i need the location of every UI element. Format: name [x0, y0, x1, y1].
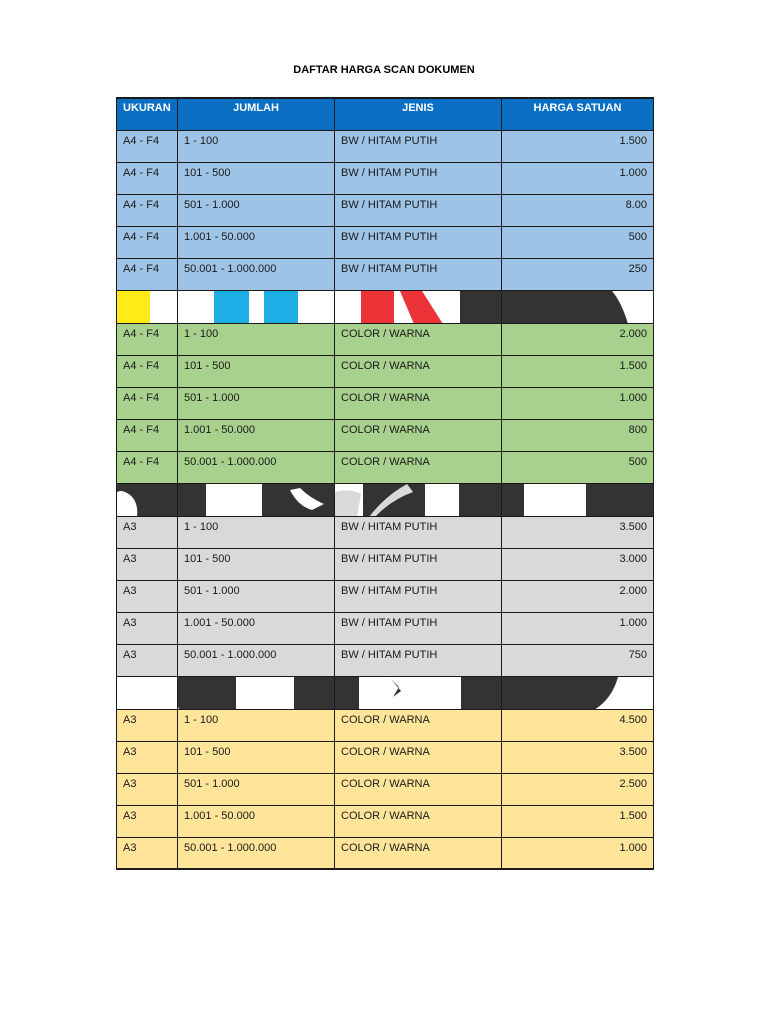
- table-row: [117, 516, 654, 548]
- cell-jenis: BW / HITAM PUTIH: [335, 162, 502, 194]
- table-row: [117, 612, 654, 644]
- table-row: [117, 323, 654, 355]
- separator-cell: [335, 290, 502, 323]
- cell-ukuran: A3: [117, 644, 178, 676]
- cell-jenis: COLOR / WARNA: [335, 323, 502, 355]
- cell-jenis: COLOR / WARNA: [335, 773, 502, 805]
- cell-jenis: BW / HITAM PUTIH: [335, 226, 502, 258]
- table-row: [117, 258, 654, 290]
- cell-ukuran: A4 - F4: [117, 226, 178, 258]
- column-header-jumlah: JUMLAH: [178, 98, 335, 130]
- cell-jumlah: 501 - 1.000: [178, 387, 335, 419]
- cell-ukuran: A3: [117, 548, 178, 580]
- cell-harga: 3.500: [502, 741, 654, 773]
- cell-jumlah: 501 - 1.000: [178, 580, 335, 612]
- cell-jumlah: 1 - 100: [178, 323, 335, 355]
- separator-cell: [502, 483, 654, 516]
- table-row: [117, 387, 654, 419]
- cyan-swatch: [264, 291, 298, 323]
- cell-jenis: COLOR / WARNA: [335, 805, 502, 837]
- table-row: [117, 130, 654, 162]
- separator-cell: [178, 290, 335, 323]
- cell-harga: 3.500: [502, 516, 654, 548]
- cell-jumlah: 1 - 100: [178, 130, 335, 162]
- cell-ukuran: A3: [117, 837, 178, 869]
- cell-harga: 750: [502, 644, 654, 676]
- cell-jumlah: 1.001 - 50.000: [178, 419, 335, 451]
- cell-jenis: COLOR / WARNA: [335, 355, 502, 387]
- cell-ukuran: A4 - F4: [117, 162, 178, 194]
- cell-jumlah: 50.001 - 1.000.000: [178, 451, 335, 483]
- cell-jenis: BW / HITAM PUTIH: [335, 548, 502, 580]
- cell-jumlah: 501 - 1.000: [178, 773, 335, 805]
- cell-harga: 1.500: [502, 805, 654, 837]
- cell-ukuran: A4 - F4: [117, 323, 178, 355]
- table-row: [117, 741, 654, 773]
- black-shape: [117, 484, 178, 517]
- table-row: [117, 548, 654, 580]
- black-shape: [502, 291, 654, 324]
- cell-jenis: COLOR / WARNA: [335, 741, 502, 773]
- cell-jenis: BW / HITAM PUTIH: [335, 258, 502, 290]
- cell-jumlah: 1.001 - 50.000: [178, 226, 335, 258]
- table-row: [117, 419, 654, 451]
- table-row: [117, 162, 654, 194]
- column-header-harga-satuan: HARGA SATUAN: [502, 98, 654, 130]
- cell-ukuran: A4 - F4: [117, 130, 178, 162]
- cell-jumlah: 101 - 500: [178, 548, 335, 580]
- cell-jumlah: 50.001 - 1.000.000: [178, 258, 335, 290]
- cell-jenis: BW / HITAM PUTIH: [335, 612, 502, 644]
- separator-cell: [117, 483, 178, 516]
- column-header-jenis: JENIS: [335, 98, 502, 130]
- cell-jenis: COLOR / WARNA: [335, 387, 502, 419]
- cell-jenis: BW / HITAM PUTIH: [335, 130, 502, 162]
- document-title: DAFTAR HARGA SCAN DOKUMEN: [293, 64, 475, 76]
- black-shape: [335, 677, 502, 710]
- separator-row: [117, 483, 654, 516]
- cell-jenis: COLOR / WARNA: [335, 451, 502, 483]
- table-header-row: [117, 98, 654, 130]
- separator-cell: [178, 483, 335, 516]
- cell-ukuran: A4 - F4: [117, 194, 178, 226]
- table-row: [117, 226, 654, 258]
- cell-jenis: BW / HITAM PUTIH: [335, 194, 502, 226]
- table-row: [117, 194, 654, 226]
- cell-ukuran: A4 - F4: [117, 451, 178, 483]
- cell-ukuran: A4 - F4: [117, 387, 178, 419]
- separator-cell: [117, 290, 178, 323]
- yellow-swatch: [117, 291, 150, 323]
- cell-jumlah: 50.001 - 1.000.000: [178, 644, 335, 676]
- cell-jenis: COLOR / WARNA: [335, 709, 502, 741]
- table-row: [117, 837, 654, 869]
- cell-ukuran: A4 - F4: [117, 419, 178, 451]
- black-shape: [335, 484, 502, 517]
- cell-harga: 250: [502, 258, 654, 290]
- cell-jenis: COLOR / WARNA: [335, 419, 502, 451]
- cell-jumlah: 101 - 500: [178, 162, 335, 194]
- table-row: [117, 451, 654, 483]
- cell-jenis: BW / HITAM PUTIH: [335, 580, 502, 612]
- separator-row: [117, 290, 654, 323]
- cell-jumlah: 1 - 100: [178, 516, 335, 548]
- cell-ukuran: A3: [117, 516, 178, 548]
- table-row: [117, 805, 654, 837]
- cell-harga: 1.500: [502, 355, 654, 387]
- black-shape: [178, 484, 335, 517]
- column-header-ukuran: UKURAN: [117, 98, 178, 130]
- black-shape: [502, 677, 654, 710]
- cell-harga: 2.000: [502, 580, 654, 612]
- cell-jumlah: 101 - 500: [178, 355, 335, 387]
- cell-harga: 2.500: [502, 773, 654, 805]
- cell-harga: 500: [502, 226, 654, 258]
- magenta-shape: [335, 291, 502, 324]
- cell-ukuran: A4 - F4: [117, 355, 178, 387]
- cell-jenis: BW / HITAM PUTIH: [335, 644, 502, 676]
- separator-cell: [335, 676, 502, 709]
- cell-jenis: COLOR / WARNA: [335, 837, 502, 869]
- cell-jumlah: 501 - 1.000: [178, 194, 335, 226]
- cell-ukuran: A4 - F4: [117, 258, 178, 290]
- cell-harga: 8.00: [502, 194, 654, 226]
- table-row: [117, 580, 654, 612]
- cell-ukuran: A3: [117, 773, 178, 805]
- cell-harga: 500: [502, 451, 654, 483]
- cell-jumlah: 1.001 - 50.000: [178, 612, 335, 644]
- cell-ukuran: A3: [117, 741, 178, 773]
- cyan-swatch: [214, 291, 249, 323]
- cell-harga: 1.000: [502, 162, 654, 194]
- cell-ukuran: A3: [117, 805, 178, 837]
- cell-ukuran: A3: [117, 580, 178, 612]
- cell-harga: 1.000: [502, 837, 654, 869]
- separator-row: [117, 676, 654, 709]
- black-shape: [502, 484, 654, 517]
- cell-jumlah: 1.001 - 50.000: [178, 805, 335, 837]
- separator-cell: [117, 676, 178, 709]
- cell-harga: 800: [502, 419, 654, 451]
- cell-ukuran: A3: [117, 709, 178, 741]
- cell-jenis: BW / HITAM PUTIH: [335, 516, 502, 548]
- table-row: [117, 773, 654, 805]
- separator-cell: [502, 676, 654, 709]
- separator-cell: [178, 676, 335, 709]
- cell-jumlah: 101 - 500: [178, 741, 335, 773]
- cell-harga: 3.000: [502, 548, 654, 580]
- cell-ukuran: A3: [117, 612, 178, 644]
- cell-harga: 1.000: [502, 612, 654, 644]
- cell-harga: 2.000: [502, 323, 654, 355]
- cell-jumlah: 50.001 - 1.000.000: [178, 837, 335, 869]
- price-table: [116, 97, 654, 870]
- cell-harga: 1.500: [502, 130, 654, 162]
- table-row: [117, 355, 654, 387]
- cell-harga: 1.000: [502, 387, 654, 419]
- cell-harga: 4.500: [502, 709, 654, 741]
- cell-jumlah: 1 - 100: [178, 709, 335, 741]
- separator-cell: [502, 290, 654, 323]
- table-row: [117, 644, 654, 676]
- separator-cell: [335, 483, 502, 516]
- table-row: [117, 709, 654, 741]
- black-shape: [178, 677, 335, 710]
